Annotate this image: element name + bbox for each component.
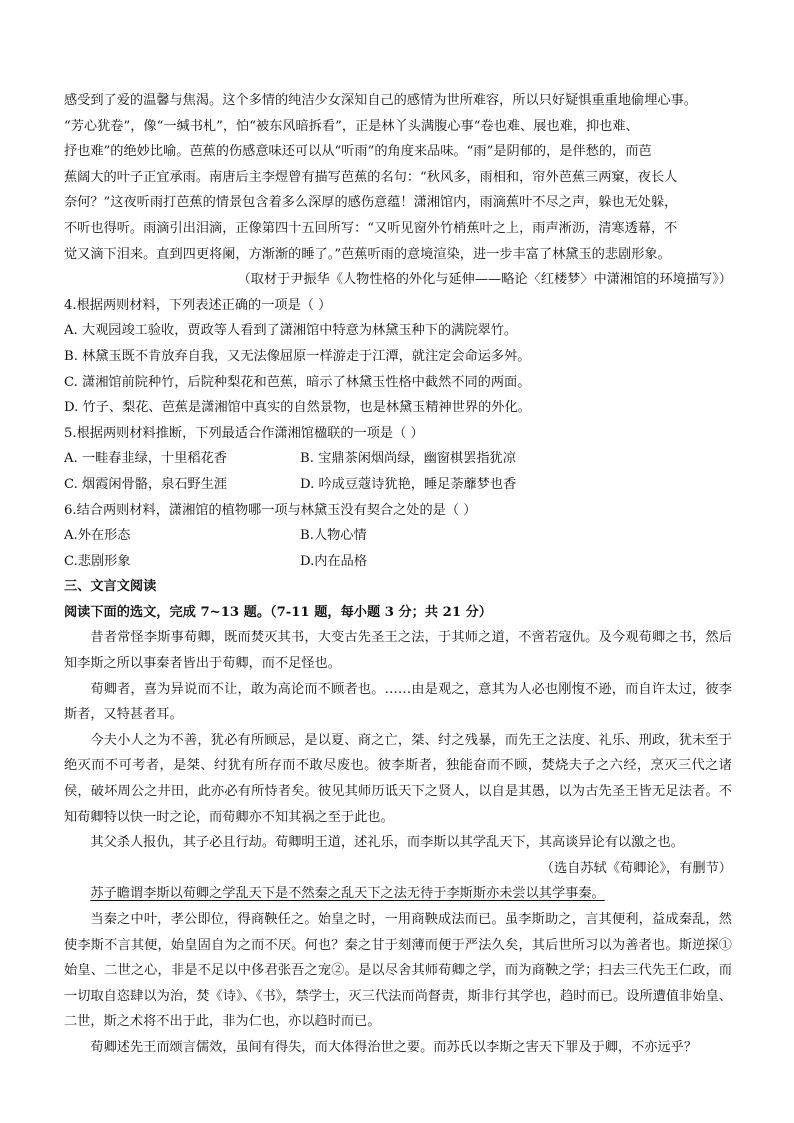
question-4	[64, 293, 732, 421]
option-row	[64, 523, 732, 549]
option-d: D. 竹子、梨花、芭蕉是潇湘馆中真实的自然景物，也是林黛玉精神世界的外化。	[64, 400, 531, 416]
material-line: 感受到了爱的温馨与焦渴。这个多情的纯洁少女深知自己的感情为世所难容，所以只好疑惧重重地偷埋心事。	[64, 93, 697, 108]
option-row	[64, 446, 732, 472]
material-line: “芳心犹卷”，像“一缄书札”，怕“被东风暗拆看”，正是林丫头满腹心事“卷也难、展也难，抑也难、	[64, 118, 639, 134]
material-line: 抒也难”的绝妙比喻。芭蕉的伤感意味还可以从“听雨”的角度来品味。“雨”是阴郁的，是伴愁的，而芭	[64, 144, 652, 160]
option-d: D.内在品格	[300, 553, 368, 569]
question-stem: 4.根据两则材料，下列表述正确的一项是（ ）	[64, 297, 332, 313]
option-a: A. 大观园竣工验收，贾政等人看到了潇湘馆中特意为林黛玉种下的满院翠竹。	[64, 323, 518, 339]
section-title: 三、文言文阅读	[64, 579, 157, 595]
option-d: D. 吟成豆蔻诗犹艳，睡足荼蘼梦也香	[300, 476, 517, 492]
section-3	[64, 574, 732, 625]
option-c: C. 潇湘馆前院种竹，后院种梨花和芭蕉，暗示了林黛玉性格中截然不同的两面。	[64, 374, 531, 390]
question-6	[64, 498, 732, 575]
option-c: C.悲剧形象	[64, 553, 131, 569]
passage-paragraph: 今夫小人之为不善，犹必有所顾忌，是以夏、商之亡，桀、纣之残暴，而先王之法度、礼乐、刑政，犹未至于绝灭而不可考者，是桀、纣犹有所存而不敢尽废也。彼李斯者，独能奋而不顾，焚烧夫子之六经，烹灭三代之诸侯，破坏周公之井田，此亦必有所恃者矣。彼见其师历诋天下之贤人，以自是其愚，以为古先圣王皆无足法者。不知荀卿特以快一时之论，而荀卿亦不知其祸之至于此也。	[64, 732, 732, 825]
option-row	[64, 549, 732, 575]
passage-paragraph: 荀卿述先王而颂言儒效，虽间有得失，而大体得治世之要。而苏氏以李斯之害天下罪及于卿，不亦远乎？	[90, 1039, 698, 1055]
option-b: B.人物心情	[300, 528, 367, 544]
passage-source: （选自苏轼《荀卿论》，有删节）	[540, 860, 732, 876]
material-line: 觉又滴下泪来。直到四更将阑，方渐渐的睡了。”芭蕉听雨的意境渲染，进一步丰富了林黛玉的悲剧形象。	[64, 246, 671, 262]
passage-paragraph: 荀卿者，喜为异说而不让，敢为高论而不顾者也。……由是观之，意其为人必也刚愎不逊，而自许太过，彼李斯者，又特甚者耳。	[64, 681, 732, 723]
underlined-sentence	[64, 881, 732, 907]
option-row	[64, 472, 732, 498]
material-source: （取材于尹振华《人物性格的外化与延伸——略论〈红楼梦〉中潇湘馆的环境描写》）	[237, 272, 732, 288]
passage-paragraph: 其父杀人报仇，其子必且行劫。荀卿明王道，述礼乐，而李斯以其学乱天下，其高谈异论有以激之也。	[90, 835, 684, 851]
material-line: 蕉阔大的叶子正宜承雨。南唐后主李煜曾有描写芭蕉的名句：“秋风多，雨相和，帘外芭蕉三两窠，夜长人	[64, 169, 678, 185]
document-page	[64, 88, 732, 1061]
underlined-text: 苏子瞻谓李斯以荀卿之学乱天下是不然秦之乱天下之法无待于李斯斯亦未尝以其学事秦。	[90, 886, 605, 902]
section-instruction: 阅读下面的选文，完成 7~13 题。（7-11 题，每小题 3 分；共 21 分）	[64, 604, 492, 620]
option-b: B. 宝鼎茶闲烟尚绿，幽窗棋罢指犹凉	[300, 451, 516, 467]
option-a: A. 一畦春韭绿，十里稻花香	[64, 451, 227, 467]
material-continuation	[64, 88, 732, 293]
question-stem: 5.根据两则材料推断，下列最适合作潇湘馆楹联的一项是（ ）	[64, 425, 424, 441]
passage-paragraph: 当秦之中叶，孝公即位，得商鞅任之。始皇之时，一用商鞅成法而已。虽李斯助之，言其便利，益成秦乱，然使李斯不言其便，始皇固自为之而不厌。何也？秦之甘于刻薄而便于严法久矣，其后世所习以为善者也。斯逆探①始皇、二世之心，非是不足以中侈君张吾之宠②。是以尽舍其师荀卿之学，而为商鞅之学；扫去三代先王仁政，而一切取自恣肆以为治，焚《诗》、《书》，禁学士，灭三代法而尚督责，斯非行其学也，趋时而已。设所遭值非始皇、二世，斯之术将不出于此，非为仁也，亦以趋时而已。	[64, 912, 732, 1030]
material-line: 奈何？”这夜听雨打芭蕉的情景包含着多么深厚的感伤意蕴！潇湘馆内，雨滴蕉叶不尽之声，躲也无处躲，	[64, 195, 678, 211]
passage-1	[64, 625, 732, 881]
passage-2	[64, 881, 732, 1060]
passage-paragraph: 昔者常怪李斯事荀卿，既而焚灭其书，大变古先圣王之法，于其师之道，不啻若寇仇。及今观荀卿之书，然后知李斯之所以事秦者皆出于荀卿，而不足怪也。	[64, 630, 732, 672]
question-stem: 6.结合两则材料，潇湘馆的植物哪一项与林黛玉没有契合之处的是（ ）	[64, 502, 477, 518]
option-a: A.外在形态	[64, 528, 131, 544]
option-b: B. 林黛玉既不肯放弃自我，又无法像屈原一样游走于江潭，就注定会命运多舛。	[64, 348, 531, 364]
material-line: 不听也得听。雨滴引出泪滴，正像第四十五回所写：“又听见窗外竹梢蕉叶之上，雨声淅沥，清寒透幕，不	[64, 220, 678, 236]
question-5	[64, 421, 732, 498]
option-c: C. 烟霞闲骨骼，泉石野生涯	[64, 476, 228, 492]
